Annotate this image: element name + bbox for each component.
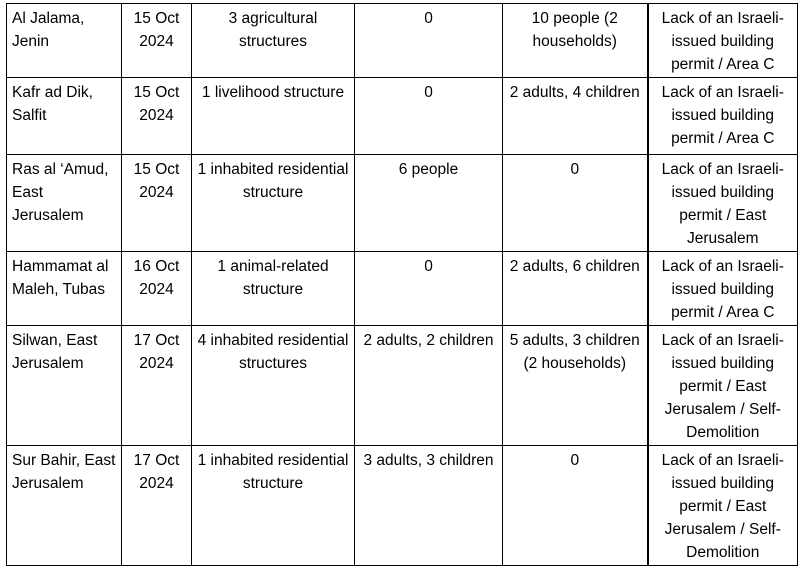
date-cell: 17 Oct 2024	[122, 326, 192, 446]
affected-cell: 2 adults, 6 children	[503, 252, 648, 326]
location-cell: Hammamat al Maleh, Tubas	[7, 252, 122, 326]
affected-cell: 0	[503, 155, 648, 252]
location-cell: Sur Bahir, East Jerusalem	[7, 446, 122, 566]
displaced-cell: 0	[355, 252, 503, 326]
affected-cell: 10 people (2 households)	[503, 4, 648, 78]
location-cell: Silwan, East Jerusalem	[7, 326, 122, 446]
reason-cell: Lack of an Israeli-issued building permit / East Jerusalem	[648, 155, 798, 252]
displaced-cell: 0	[355, 78, 503, 155]
table-row	[7, 4, 798, 78]
affected-cell: 0	[503, 446, 648, 566]
affected-cell: 5 adults, 3 children (2 households)	[503, 326, 648, 446]
reason-cell: Lack of an Israeli-issued building permit / Area C	[648, 78, 798, 155]
table-row	[7, 252, 798, 326]
table-row	[7, 155, 798, 252]
displaced-cell: 0	[355, 4, 503, 78]
location-cell: Ras al ‘Amud, East Jerusalem	[7, 155, 122, 252]
displaced-cell: 6 people	[355, 155, 503, 252]
reason-cell: Lack of an Israeli-issued building permit / Area C	[648, 4, 798, 78]
location-cell: Kafr ad Dik, Salfit	[7, 78, 122, 155]
date-cell: 17 Oct 2024	[122, 446, 192, 566]
table-row	[7, 326, 798, 446]
table-row	[7, 446, 798, 566]
displaced-cell: 3 adults, 3 children	[355, 446, 503, 566]
date-cell: 15 Oct 2024	[122, 78, 192, 155]
demolitions-table	[6, 3, 798, 566]
structures-cell: 4 inhabited residential structures	[192, 326, 355, 446]
structures-cell: 1 animal-related structure	[192, 252, 355, 326]
reason-cell: Lack of an Israeli-issued building permit / East Jerusalem / Self-Demolition	[648, 446, 798, 566]
location-cell: Al Jalama, Jenin	[7, 4, 122, 78]
reason-cell: Lack of an Israeli-issued building permit / Area C	[648, 252, 798, 326]
date-cell: 16 Oct 2024	[122, 252, 192, 326]
reason-cell: Lack of an Israeli-issued building permit / East Jerusalem / Self-Demolition	[648, 326, 798, 446]
structures-cell: 3 agricultural structures	[192, 4, 355, 78]
displaced-cell: 2 adults, 2 children	[355, 326, 503, 446]
date-cell: 15 Oct 2024	[122, 4, 192, 78]
structures-cell: 1 inhabited residential structure	[192, 155, 355, 252]
structures-cell: 1 livelihood structure	[192, 78, 355, 155]
date-cell: 15 Oct 2024	[122, 155, 192, 252]
table-row	[7, 78, 798, 155]
affected-cell: 2 adults, 4 children	[503, 78, 648, 155]
structures-cell: 1 inhabited residential structure	[192, 446, 355, 566]
